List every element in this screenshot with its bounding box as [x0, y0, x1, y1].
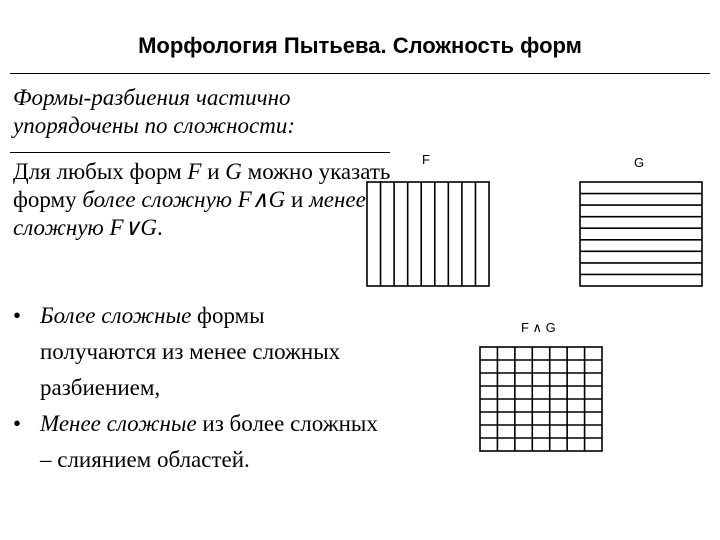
para-text-3: можно указать форму [13, 159, 391, 212]
bullet-list [13, 298, 383, 478]
bullet-dot: • [13, 303, 22, 328]
label-g: G [634, 155, 645, 170]
less-complex-text: менее сложную [13, 187, 366, 240]
bullet-text: формы получаются из менее сложных разбиением, [40, 303, 341, 400]
intro-divider [10, 152, 390, 153]
para-text-1: Для любых форм [13, 159, 188, 184]
partition-f-border [367, 182, 489, 286]
partition-f-and-g-grid [479, 346, 603, 452]
bullet-em: Более сложные [40, 303, 192, 328]
label-f: F [422, 152, 430, 167]
partition-g-border [580, 182, 702, 286]
bullet-text: из более сложных – слиянием областей. [40, 411, 378, 472]
bullet-dot: • [13, 411, 22, 436]
partition-f-grid [366, 181, 490, 287]
list-item [13, 298, 383, 406]
bullet-em: Менее сложные [40, 411, 197, 436]
f-and-g-formula: F∧G [237, 187, 286, 212]
para-text-2: и [201, 159, 226, 184]
list-item [13, 406, 383, 478]
para-text-4: и [285, 187, 310, 212]
partition-g-grid [579, 181, 703, 287]
symbol-f: F [187, 159, 202, 184]
f-or-g-formula: F∨G [109, 215, 157, 240]
intro-text: Формы-разбиения частично упорядочены по сложности: [13, 85, 296, 138]
more-complex-text: более сложную [82, 187, 232, 212]
label-f-and-g: F ∧ G [521, 320, 556, 335]
para-text-5: . [156, 215, 163, 240]
symbol-g: G [225, 159, 242, 184]
page-title: Морфология Пытьева. Сложность форм [138, 33, 582, 58]
main-paragraph [13, 158, 393, 242]
title-divider [10, 73, 710, 74]
